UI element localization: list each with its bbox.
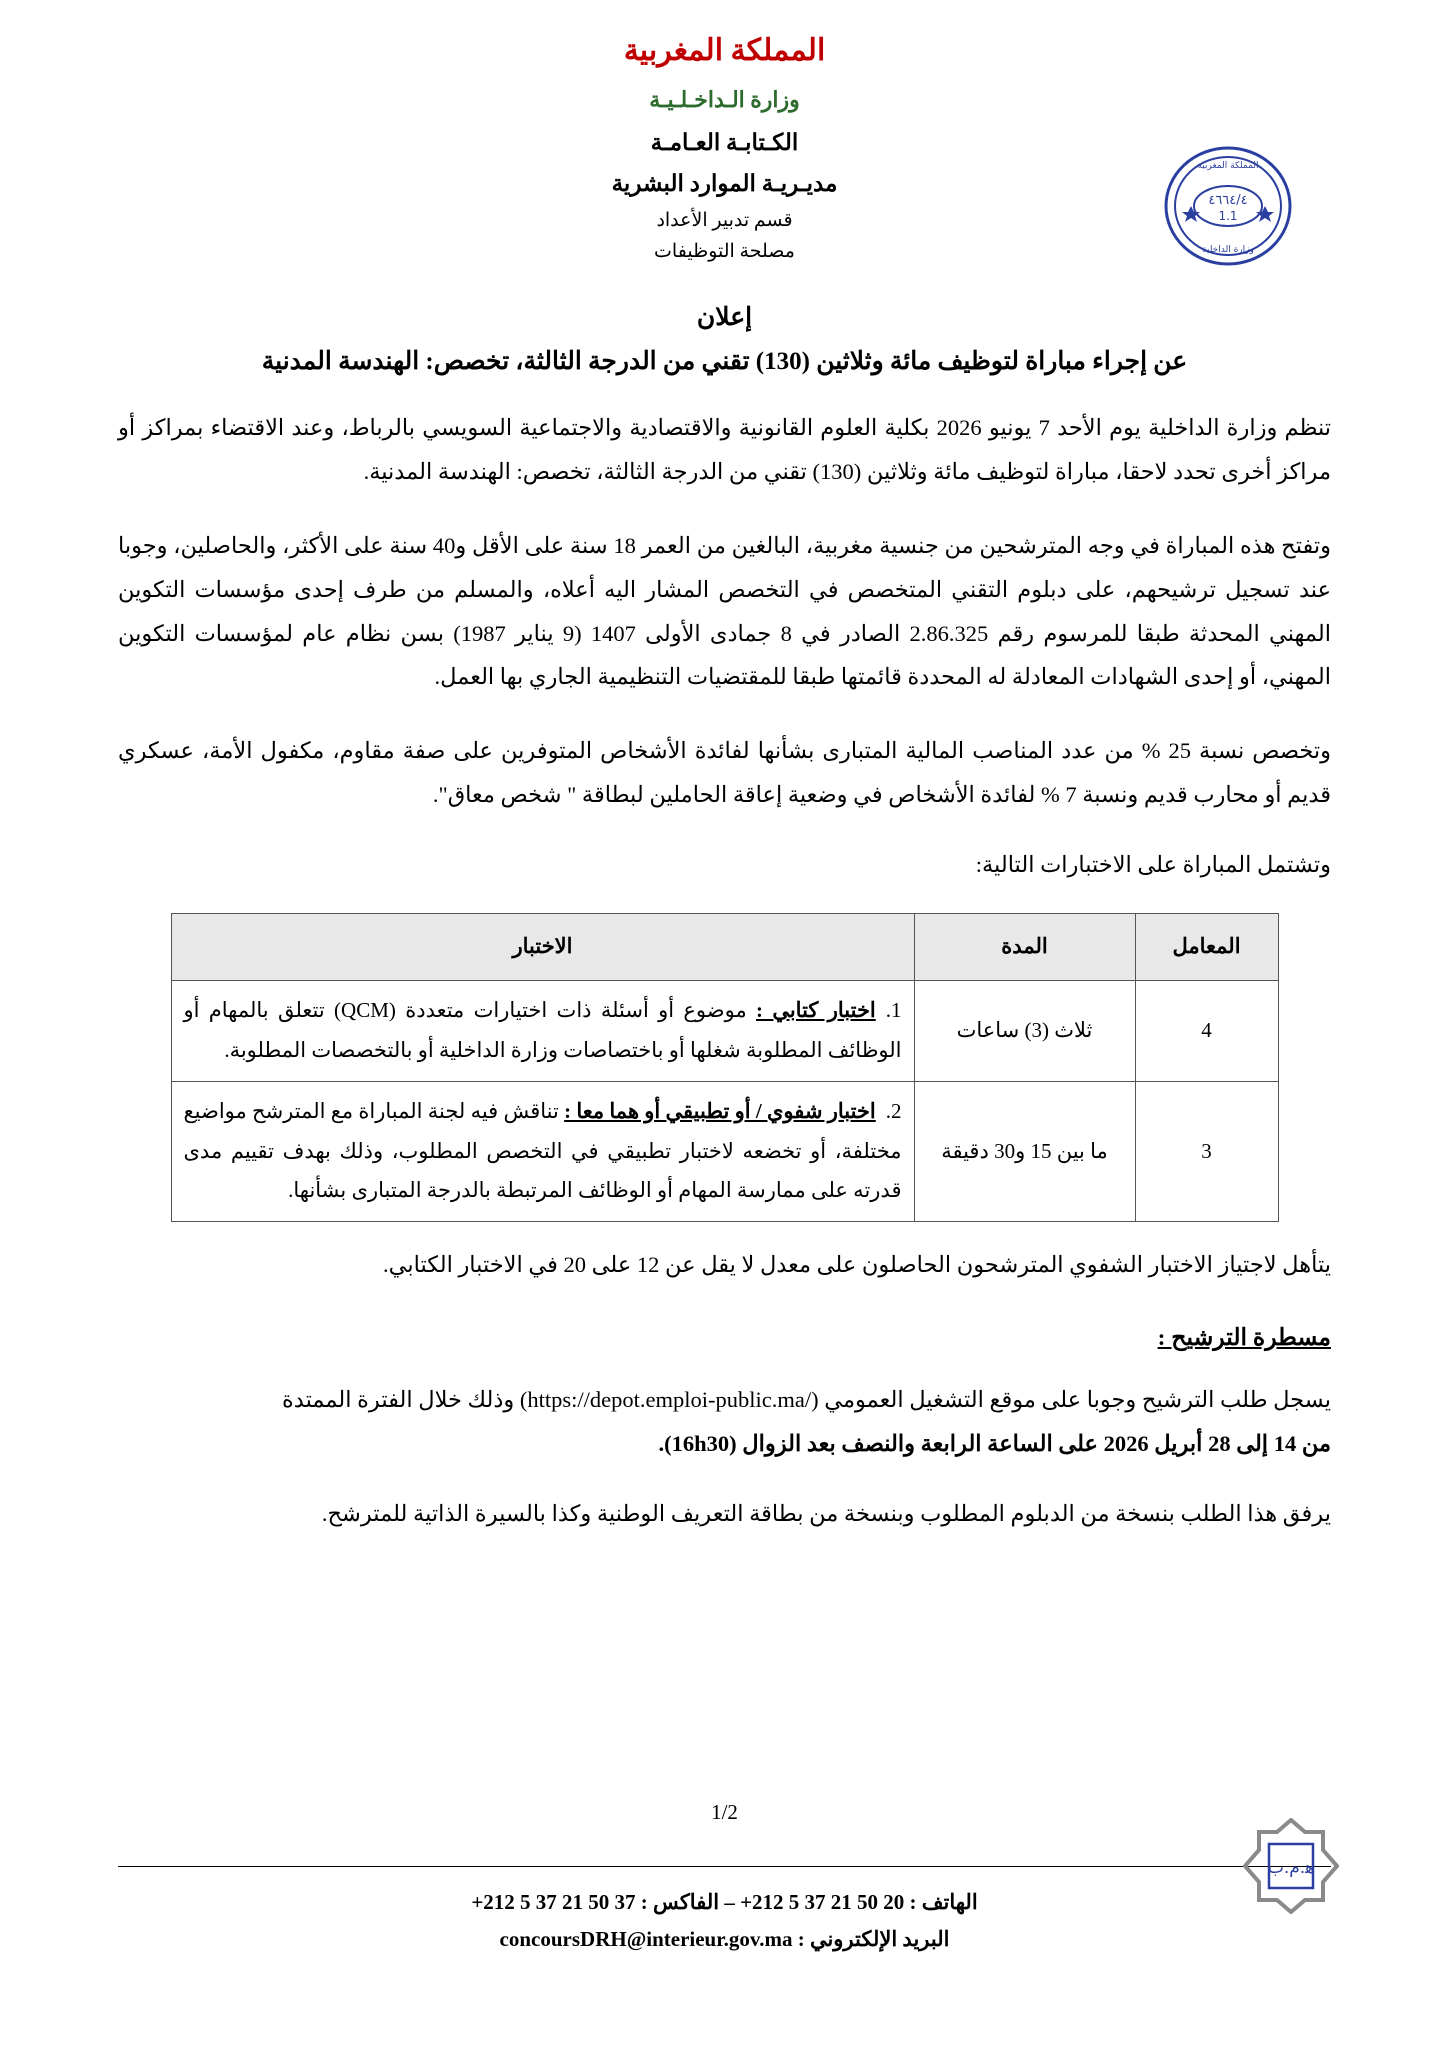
application-text-after: ) وذلك خلال الفترة الممتدة bbox=[281, 1387, 528, 1413]
paragraph-eligibility: وتفتح هذه المباراة في وجه المترشحين من جنسية مغربية، البالغين من العمر 18 سنة على الأقل و40 سنة على الأكثر، والحاصلين، وجوبا عند تسجيل ترشيحهم، على دبلوم التقني المتخصص في التخصص المشار اليه أعلاه، والمسلم من طرف إحدى مؤسسات التكوين المهني المحدثة طبقا للمرسوم رقم 2.86.325 الصادر في 8 جمادى الأولى 1407 (9 يناير 1987) بسن نظام عام لمؤسسات التكوين المهني، أو إحدى الشهادات المعادلة له المحددة قائمتها طبقا للمقتضيات التنظيمية الجاري بها العمل. bbox=[118, 532, 1332, 690]
application-period: من 14 إلى 28 أبريل 2026 على الساعة الرابعة والنصف بعد الزوال (16h30). bbox=[658, 1430, 1331, 1456]
header-coefficient: المعامل bbox=[1135, 913, 1278, 980]
cell-duration-1: ثلاث (3) ساعات bbox=[914, 980, 1135, 1081]
footer-phone-fax: الهاتف : 20 50 21 37 5 212+ – الفاكس : 37 50 21 37 5 212+ bbox=[471, 1890, 978, 1914]
cell-duration-2: ما بين 15 و30 دقيقة bbox=[914, 1081, 1135, 1222]
cell-test-1 bbox=[171, 980, 914, 1081]
ministry-title: وزارة الـداخـلـيـة bbox=[649, 87, 800, 112]
service-title: مصلحة التوظيفات bbox=[654, 240, 795, 262]
official-stamp-icon bbox=[1147, 140, 1309, 272]
cell-test-2 bbox=[171, 1081, 914, 1222]
application-url[interactable]: https://depot.emploi-public.ma/ bbox=[527, 1387, 812, 1413]
direction-title: مديـريـة الموارد البشرية bbox=[611, 170, 838, 196]
test-desc-2: تناقش فيه لجنة المباراة مع المترشح مواضيع مختلفة، أو تخضعه لاختبار تطبيقي في التخصص المطلوب، وذلك بهدف تقييم مدى قدرته على ممارسة المهام أو الوظائف المرتبطة بالدرجة المتبارى بشأنها. bbox=[183, 1098, 902, 1203]
test-desc-1: موضوع أو أسئلة ذات اختيارات متعددة (QCM) تتعلق بالمهام أو الوظائف المطلوبة شغلها أو باختصاصات وزارة الداخلية أو بالتخصصات المطلوبة. bbox=[183, 997, 902, 1062]
paragraph-application bbox=[118, 1378, 1331, 1466]
row-number-2: 2. bbox=[885, 1098, 902, 1123]
paragraph-quotas: وتخصص نسبة 25 % من عدد المناصب المالية المتبارى بشأنها لفائدة الأشخاص المتوفرين على صفة مقاوم، مكفول الأمة، عسكري قديم أو محارب قديم ونسبة 7 % لفائدة الأشخاص في وضعية إعاقة الحاملين لبطاقة " شخص معاق". bbox=[118, 738, 1331, 808]
test-title-2: اختبار شفوي / أو تطبيقي أو هما معا : bbox=[564, 1098, 876, 1123]
paragraph-attachments: يرفق هذا الطلب بنسخة من الدبلوم المطلوب وبنسخة من بطاقة التعريف الوطنية وكذا بالسيرة الذاتية للمترشح. bbox=[321, 1500, 1331, 1526]
svg-text:وزارة الداخلية: وزارة الداخلية bbox=[1202, 245, 1254, 255]
announcement-label: إعلان bbox=[696, 304, 753, 331]
footer-contact bbox=[0, 1884, 1449, 1958]
svg-text:ﻫ.ﻡ.ﺏ: ﻫ.ﻡ.ﺏ bbox=[1267, 1858, 1315, 1878]
page-number: 1/2 bbox=[711, 1800, 738, 1824]
table-row bbox=[171, 1081, 1278, 1222]
cell-coefficient-1: 4 bbox=[1135, 980, 1278, 1081]
footer-email: البريد الإلكتروني : concoursDRH@interieur.gov.ma bbox=[499, 1926, 950, 1951]
table-header-row bbox=[171, 913, 1278, 980]
svg-text:1.1: 1.1 bbox=[1218, 209, 1238, 223]
svg-text:٤٦٦٤/٤: ٤٦٦٤/٤ bbox=[1208, 193, 1248, 208]
department-title: قسم تدبير الأعداد bbox=[656, 210, 793, 231]
paragraph-oral-qualification: يتأهل لاجتياز الاختبار الشفوي المترشحون الحاصلون على معدل لا يقل عن 12 على 20 في الاختبار الكتابي. bbox=[383, 1252, 1331, 1278]
footer-divider bbox=[118, 1866, 1331, 1867]
cell-coefficient-2: 3 bbox=[1135, 1081, 1278, 1222]
test-title-1: اختبار كتابي : bbox=[756, 997, 876, 1022]
application-text-before: يسجل طلب الترشيح وجوبا على موقع التشغيل العمومي ( bbox=[811, 1387, 1331, 1413]
kingdom-title: المملكة المغربية bbox=[623, 34, 826, 67]
exams-table bbox=[171, 913, 1279, 1222]
procedure-heading: مسطرة الترشيح : bbox=[1157, 1325, 1331, 1352]
secretariat-title: الكـتابـة العـامـة bbox=[650, 130, 799, 155]
paragraph-tests-intro: وتشتمل المباراة على الاختبارات التالية: bbox=[975, 852, 1331, 877]
table-row bbox=[171, 980, 1278, 1081]
svg-text:المملكة المغربية: المملكة المغربية bbox=[1197, 161, 1259, 171]
row-number-1: 1. bbox=[885, 997, 902, 1022]
header-duration: المدة bbox=[914, 913, 1135, 980]
announcement-subject: عن إجراء مباراة لتوظيف مائة وثلاثين (130) تقني من الدرجة الثالثة، تخصص: الهندسة المدنية bbox=[261, 348, 1188, 375]
header-test: الاختبار bbox=[171, 913, 914, 980]
paragraph-organisation: تنظم وزارة الداخلية يوم الأحد 7 يونيو 2026 بكلية العلوم القانونية والاقتصادية والاجتماعية السويسي بالرباط، وعند الاقتضاء بمراكز أو مراكز أخرى تحدد لاحقا، مباراة لتوظيف مائة وثلاثين (130) تقني من الدرجة الثالثة، تخصص: الهندسة المدنية. bbox=[118, 415, 1331, 484]
